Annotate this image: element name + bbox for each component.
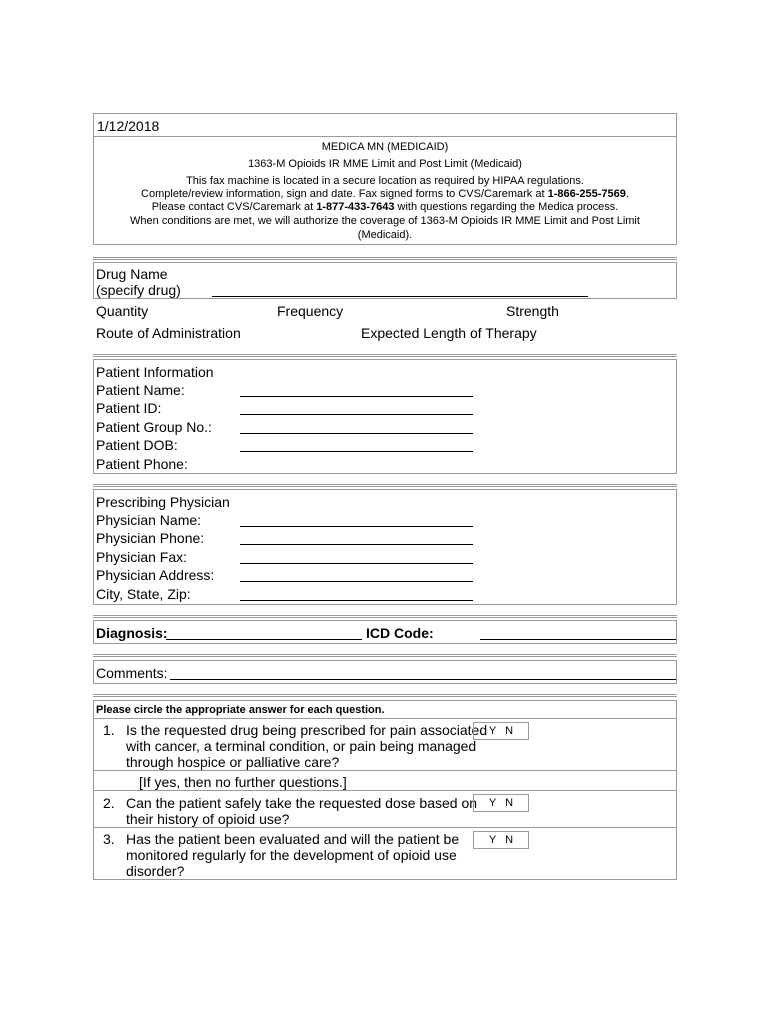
conditions-text-line2: (Medicaid).: [357, 229, 413, 241]
physician-address-label: Physician Address:: [96, 567, 215, 583]
question-text: their history of opioid use?: [126, 811, 290, 827]
header-divider: [94, 136, 676, 137]
fax-number: 1-866-255-7569: [547, 188, 626, 200]
physician-city-label: City, State, Zip:: [96, 586, 191, 602]
physician-fax-field[interactable]: [240, 563, 473, 564]
question-number: 2.: [103, 795, 115, 811]
diagnosis-label: Diagnosis:: [96, 625, 168, 641]
form-title: 1363-M Opioids IR MME Limit and Post Limit (Medicaid): [248, 158, 522, 170]
comments-field[interactable]: [170, 679, 676, 680]
no-option[interactable]: N: [505, 725, 514, 737]
question-note: [If yes, then no further questions.]: [139, 774, 347, 790]
patient-id-label: Patient ID:: [96, 400, 162, 416]
fax-security-note: This fax machine is located in a secure location as required by HIPAA regulations.: [186, 175, 584, 187]
patient-name-label: Patient Name:: [96, 382, 185, 398]
physician-name-label: Physician Name:: [96, 512, 202, 528]
plan-name: MEDICA MN (MEDICAID): [321, 141, 449, 153]
instruction-divider: [94, 718, 676, 719]
contact-instructions: Please contact CVS/Caremark at 1-877-433-7643 with questions regarding the Medica process.: [151, 201, 619, 213]
yes-no-answer-box[interactable]: [473, 794, 529, 812]
physician-address-field[interactable]: [240, 581, 473, 582]
patient-group-label: Patient Group No.:: [96, 419, 212, 435]
yes-option[interactable]: Y: [488, 797, 497, 809]
patient-name-field[interactable]: [240, 396, 473, 397]
question-number: 3.: [103, 831, 115, 847]
conditions-text-line1: When conditions are met, we will authorize the coverage of 1363-M Opioids IR MME Limit and Post Limit: [130, 215, 640, 227]
question-text: disorder?: [126, 863, 185, 879]
quantity-label: Quantity: [96, 303, 149, 319]
section-separator: [93, 484, 677, 487]
no-option[interactable]: N: [505, 797, 514, 809]
question-text: Can the patient safely take the requested dose based on: [126, 795, 478, 811]
physician-phone-field[interactable]: [240, 544, 473, 545]
question-text: Is the requested drug being prescribed for pain associated: [126, 722, 488, 738]
yes-option[interactable]: Y: [488, 725, 497, 737]
patient-group-field[interactable]: [240, 433, 473, 434]
physician-section-title: Prescribing Physician: [96, 494, 230, 510]
section-separator: [93, 694, 677, 697]
physician-city-field[interactable]: [240, 600, 473, 601]
question-divider: [94, 790, 676, 791]
fax-instructions: Complete/review information, sign and date. Fax signed forms to CVS/Caremark at 1-866-255-7569.: [141, 188, 629, 200]
frequency-label: Frequency: [277, 303, 344, 319]
specify-drug-label: (specify drug): [96, 282, 181, 298]
question-text: with cancer, a terminal condition, or pain being managed: [126, 738, 477, 754]
icd-code-label: ICD Code:: [366, 625, 434, 641]
icd-code-field[interactable]: [480, 639, 676, 640]
patient-section-title: Patient Information: [96, 364, 214, 380]
phone-number: 1-877-433-7643: [316, 201, 395, 213]
question-number: 1.: [103, 722, 115, 738]
patient-phone-label: Patient Phone:: [96, 456, 188, 472]
comments-box: [93, 660, 677, 684]
physician-name-field[interactable]: [240, 526, 473, 527]
question-text: through hospice or palliative care?: [126, 754, 340, 770]
yes-no-answer-box[interactable]: [473, 831, 529, 849]
section-separator: [93, 354, 677, 357]
drug-name-label: Drug Name: [96, 266, 168, 282]
strength-label: Strength: [506, 303, 559, 319]
section-separator: [93, 615, 677, 618]
yes-no-answer-box[interactable]: [473, 722, 529, 740]
question-divider: [94, 827, 676, 828]
patient-dob-field[interactable]: [240, 451, 473, 452]
patient-dob-label: Patient DOB:: [96, 437, 178, 453]
physician-phone-label: Physician Phone:: [96, 530, 205, 546]
section-separator: [93, 257, 677, 260]
no-option[interactable]: N: [505, 834, 514, 846]
comments-label: Comments:: [96, 665, 168, 681]
physician-fax-label: Physician Fax:: [96, 549, 188, 565]
therapy-length-label: Expected Length of Therapy: [361, 325, 537, 341]
diagnosis-field[interactable]: [166, 639, 362, 640]
section-separator: [93, 654, 677, 657]
yes-option[interactable]: Y: [488, 834, 497, 846]
form-date: 1/12/2018: [97, 118, 160, 134]
route-label: Route of Administration: [96, 325, 241, 341]
drug-name-field[interactable]: [212, 296, 588, 297]
questions-instruction: Please circle the appropriate answer for each question.: [96, 704, 385, 716]
question-text: Has the patient been evaluated and will the patient be: [126, 831, 460, 847]
question-text: monitored regularly for the development of opioid use: [126, 847, 457, 863]
question-divider: [94, 770, 676, 771]
patient-id-field[interactable]: [240, 414, 473, 415]
